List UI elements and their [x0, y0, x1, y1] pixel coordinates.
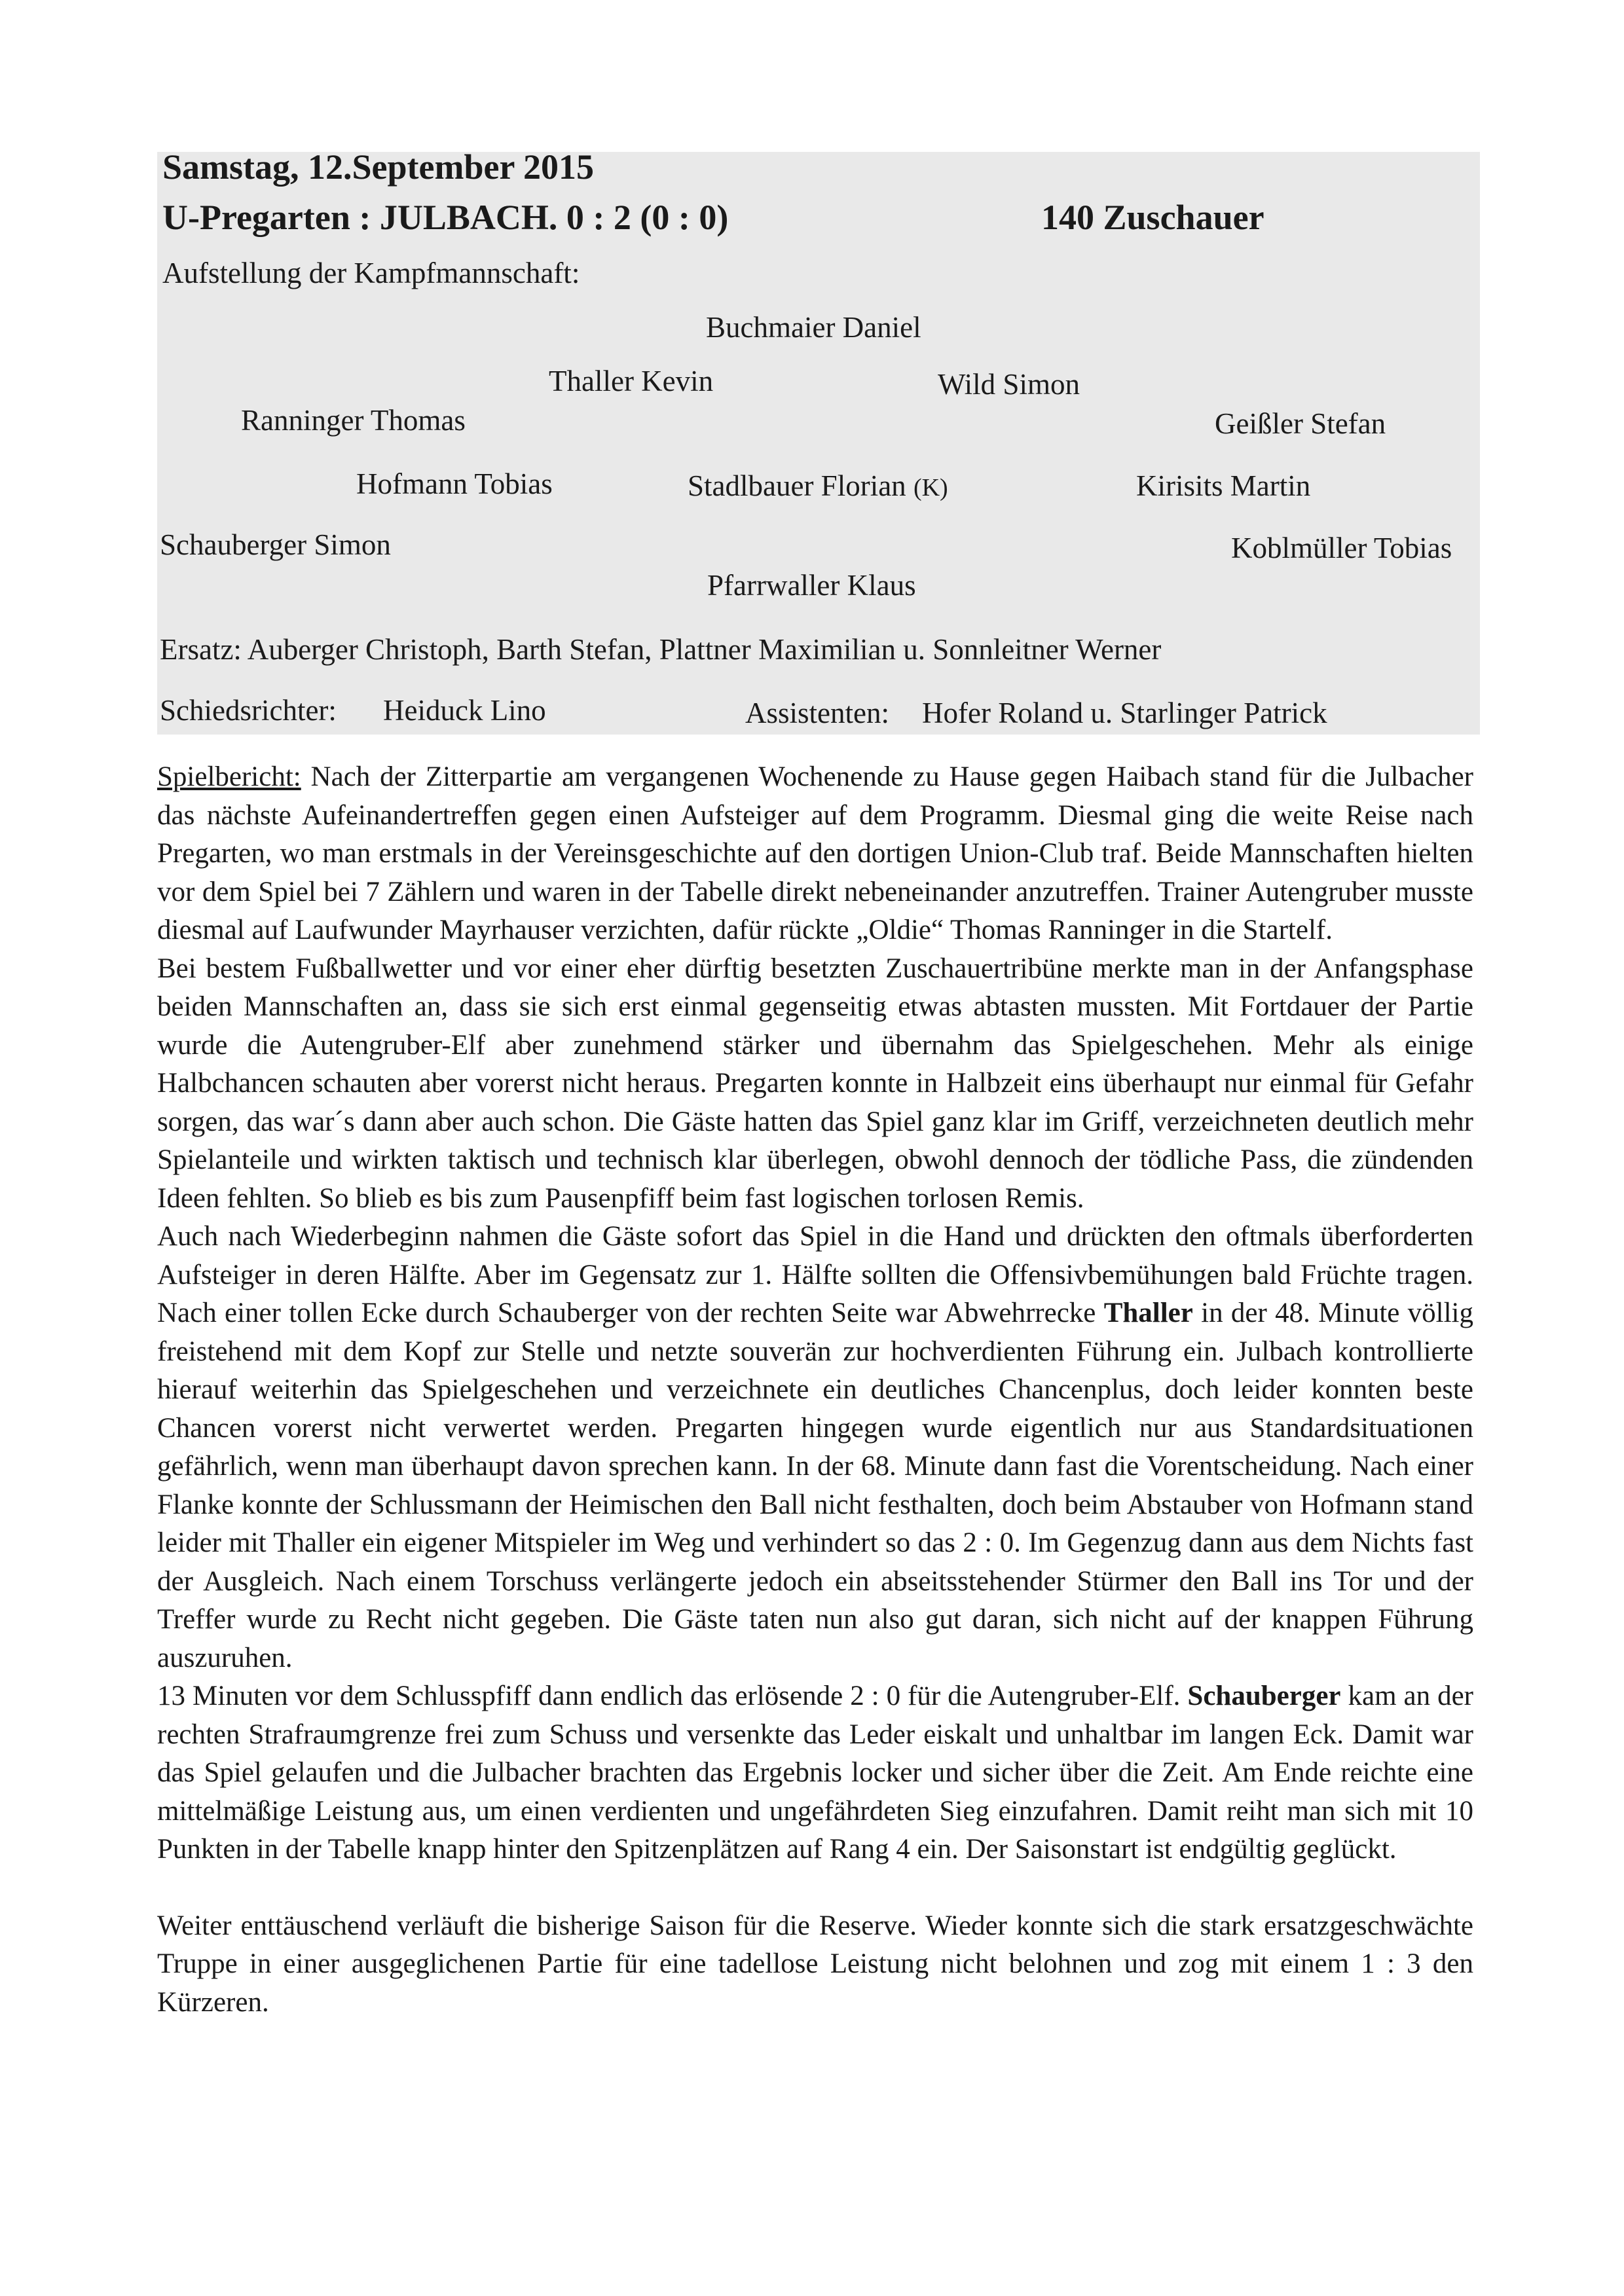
match-result: U-Pregarten : JULBACH. 0 : 2 (0 : 0): [162, 198, 729, 237]
player-hofmann: Hofmann Tobias: [356, 467, 553, 500]
report-text: Auch nach Wiederbeginn nahmen die Gäste sofort das Spiel in die Hand und drückten den oftmals überforderten Aufsteiger in deren Hälfte. Aber im Gegensatz zur 1. Hälfte sollten die Offensivbemühungen bald Früchte tragen. Nach einer tollen Ecke durch Schauberger von der rechten Seite war Abwehrrecke: [157, 1221, 1473, 1328]
player-stadlbauer-name: Stadlbauer Florian: [688, 469, 906, 502]
report-text: in der 48. Minute völlig freistehend mit dem Kopf zur Stelle und netzte souverän zur hochverdienten Führung ein. Julbach kontrollierte hierauf weiterhin das Spielgeschehen und verzeichnete ein deutliches Chancenplus, doch leider konnten beste Chancen vorerst nicht verwertet werden. Pregarten hingegen wurde eigentlich nur aus Standardsituationen gefährlich, wenn man überhaupt davon sprechen kann. In der 68. Minute dann fast die Vorentscheidung. Nach einer Flanke konnte der Schlussmann der Heimischen den Ball nicht festhalten, doch beim Abstauber von Hofmann stand leider mit Thaller ein eigener Mitspieler im Weg und verhindert so das 2 : 0. Im Gegenzug dann aus dem Nichts fast der Ausgleich. Nach einem Torschuss verlängerte jedoch ein abseitsstehender Stürmer den Ball ins Tor und der Treffer wurde zu Recht nicht gegeben. Die Gäste taten nun also gut daran, sich nicht auf der knappen Führung auszuruhen.: [157, 1298, 1473, 1673]
match-date: Samstag, 12.September 2015: [162, 147, 594, 187]
player-pfarrwaller: Pfarrwaller Klaus: [707, 569, 916, 602]
player-schauberger: Schauberger Simon: [160, 528, 391, 561]
report-paragraph: [157, 1677, 1473, 1869]
reserve-paragraph: Weiter enttäuschend verläuft die bisherige Saison für die Reserve. Wieder konnte sich die stark ersatzgeschwächte Truppe in einer ausgeglichenen Partie für eine tadellose Leistung nicht belohnen und zog mit einem 1 : 3 den Kürzeren.: [157, 1910, 1473, 2018]
player-thaller: Thaller Kevin: [549, 365, 714, 397]
report-text: Nach der Zitterpartie am vergangenen Wochenende zu Hause gegen Haibach stand für die Julbacher das nächste Aufeinandertreffen gegen einen Aufsteiger auf dem Programm. Diesmal ging die weite Reise nach Pregarten, wo man erstmals in der Vereinsgeschichte auf den dortigen Union-Club traf. Beide Mannschaften hielten vor dem Spiel bei 7 Zählern und waren in der Tabelle direkt nebeneinander anzutreffen. Trainer Autengruber musste diesmal auf Laufwunder Mayrhauser verzichten, dafür rückte „Oldie“ Thomas Ranninger in die Startelf.: [157, 761, 1473, 945]
report-paragraph: Bei bestem Fußballwetter und vor einer eher dürftig besetzten Zuschauertribüne merkte man in der Anfangsphase beiden Mannschaften an, dass sie sich erst einmal gegenseitig etwas abtasten mussten. Mit Fortdauer der Partie wurde die Autengruber-Elf aber zunehmend stärker und übernahm das Spielgeschehen. Mehr als einige Halbchancen schauten aber vorerst nicht heraus. Pregarten konnte in Halbzeit eins überhaupt nur einmal für Gefahr sorgen, das war´s dann aber auch schon. Die Gäste hatten das Spiel ganz klar im Griff, verzeichneten deutlich mehr Spielanteile und wirkten taktisch und technisch klar überlegen, obwohl dennoch der tödliche Pass, die zündenden Ideen fehlten. So blieb es bis zum Pausenpfiff beim fast logischen torlosen Remis.: [157, 953, 1473, 1214]
lineup-label: Aufstellung der Kampfmannschaft:: [162, 257, 580, 289]
player-stadlbauer: [688, 471, 948, 501]
referee-name: Heiduck Lino: [383, 694, 546, 727]
referee-label: Schiedsrichter:: [160, 694, 337, 727]
substitutes: Ersatz: Auberger Christoph, Barth Stefan, Plattner Maximilian u. Sonnleitner Werner: [160, 633, 1162, 666]
scorer-schauberger: Schauberger: [1187, 1681, 1341, 1711]
assistants-names: Hofer Roland u. Starlinger Patrick: [922, 697, 1327, 729]
report-paragraph: [157, 1218, 1473, 1677]
report-heading: Spielbericht:: [157, 761, 301, 792]
captain-mark: (K): [913, 474, 948, 501]
player-geissler: Geißler Stefan: [1215, 407, 1386, 440]
player-ranninger: Ranninger Thomas: [241, 404, 466, 437]
report-paragraph: [157, 758, 1473, 950]
player-wild: Wild Simon: [938, 368, 1080, 401]
match-report: [157, 758, 1473, 2022]
player-goalkeeper: Buchmaier Daniel: [706, 311, 921, 344]
spectator-count: 140 Zuschauer: [1041, 198, 1264, 237]
player-kirisits: Kirisits Martin: [1136, 469, 1311, 502]
assistants-label: Assistenten:: [745, 697, 889, 729]
player-koblmueller: Koblmüller Tobias: [1231, 532, 1452, 564]
scorer-thaller: Thaller: [1103, 1298, 1193, 1328]
report-text: 13 Minuten vor dem Schlusspfiff dann endlich das erlösende 2 : 0 für die Autengruber-Elf.: [157, 1681, 1188, 1711]
report-text: kam an der rechten Strafraumgrenze frei zum Schuss und versenkte das Leder eiskalt und unhaltbar im langen Eck. Damit war das Spiel gelaufen und die Julbacher brachten das Ergebnis locker und sicher über die Zeit. Am Ende reichte eine mittelmäßige Leistung aus, um einen verdienten und ungefährdeten Sieg einzufahren. Damit reiht man sich mit 10 Punkten in der Tabelle knapp hinter den Spitzenplätzen auf Rang 4 ein. Der Saisonstart ist endgültig geglückt.: [157, 1681, 1473, 1865]
